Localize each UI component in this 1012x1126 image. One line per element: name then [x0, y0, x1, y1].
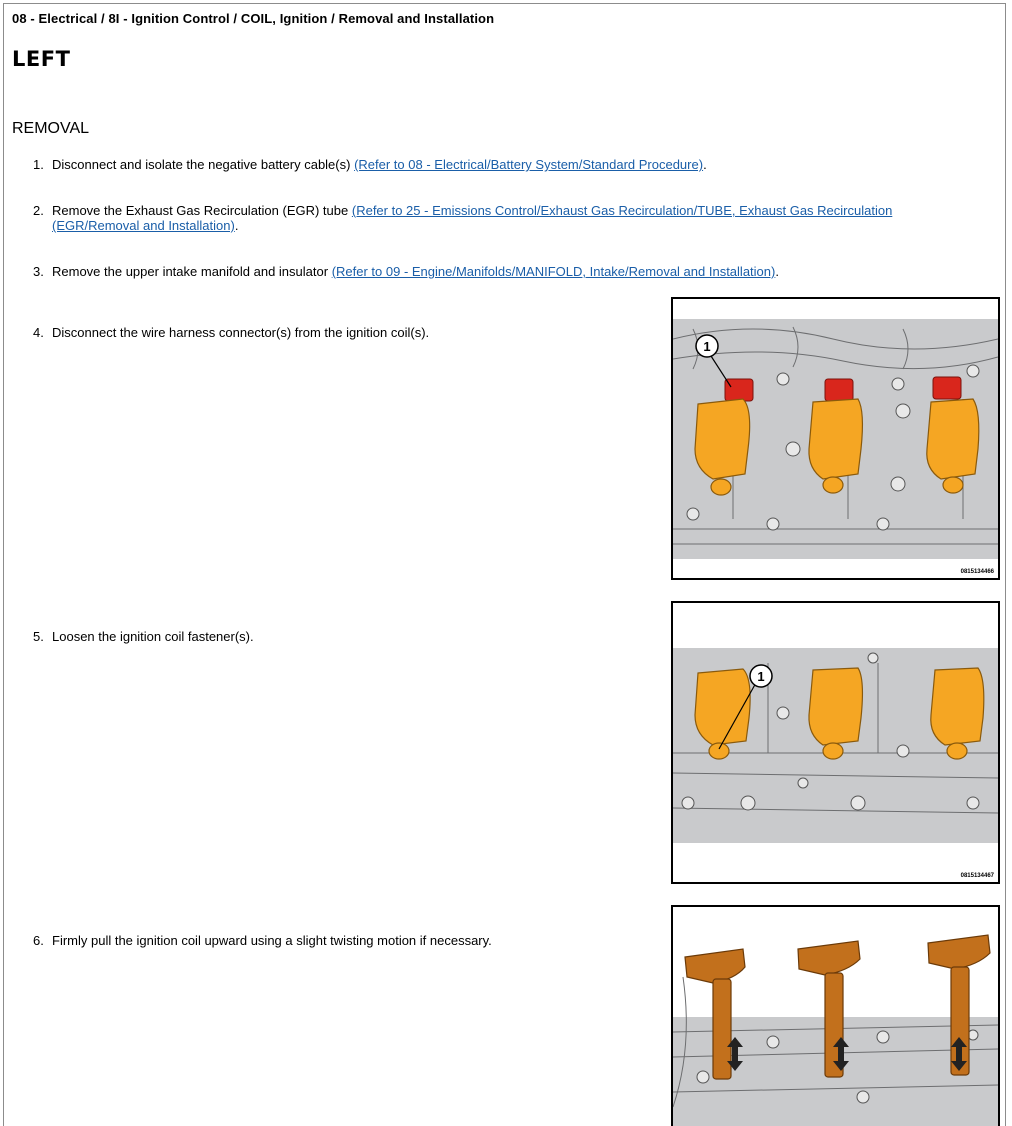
ref-link-egr[interactable]: (Refer to 25 - Emissions Control/Exhaust Gas Recirculation/TUBE, Exhaust Gas Recirculation	[351, 203, 893, 218]
figure-coil-connectors	[671, 297, 1000, 580]
figure-id: 0815134467	[960, 873, 994, 879]
step-number: 1.	[33, 157, 44, 172]
step-text: Loosen the ignition coil fastener(s).	[52, 629, 254, 644]
step-1	[33, 157, 707, 172]
callout-label: 1	[703, 339, 711, 354]
callout-label: 1	[757, 669, 765, 684]
step-number: 6.	[33, 933, 44, 948]
section-title: REMOVAL	[12, 120, 90, 137]
engine-illustration	[673, 603, 998, 882]
step-4	[33, 325, 429, 340]
step-2	[33, 203, 892, 233]
step-number: 2.	[33, 203, 44, 218]
figure-id: 0815134466	[960, 569, 994, 575]
ref-link-egr-cont[interactable]: (EGR/Removal and Installation)	[52, 218, 235, 233]
step-6	[33, 933, 492, 948]
side-title: LEFT	[12, 47, 71, 71]
step-5	[33, 629, 254, 644]
step-number: 4.	[33, 325, 44, 340]
step-suffix: .	[775, 264, 779, 279]
step-suffix: .	[703, 157, 707, 172]
step-text: Disconnect the wire harness connector(s) from the ignition coil(s).	[52, 325, 430, 340]
figure-coil-fasteners	[671, 601, 1000, 884]
ref-link-intake[interactable]: (Refer to 09 - Engine/Manifolds/MANIFOLD, Intake/Removal and Installation)	[331, 264, 776, 279]
breadcrumb: 08 - Electrical / 8I - Ignition Control / COIL, Ignition / Removal and Installation	[12, 11, 495, 26]
step-text: Disconnect and isolate the negative battery cable(s)	[52, 157, 351, 172]
step-suffix: .	[234, 218, 239, 233]
step-text: Remove the upper intake manifold and insulator	[52, 264, 329, 279]
step-number: 3.	[33, 264, 44, 279]
engine-illustration	[673, 299, 998, 578]
step-number: 5.	[33, 629, 44, 644]
step-text: Firmly pull the ignition coil upward using a slight twisting motion if necessary.	[52, 933, 492, 948]
figure-coil-removal	[671, 905, 1000, 1126]
ref-link-battery[interactable]: (Refer to 08 - Electrical/Battery System/Standard Procedure)	[354, 157, 704, 172]
engine-illustration	[673, 907, 998, 1126]
step-3	[33, 264, 779, 279]
step-text: Remove the Exhaust Gas Recirculation (EGR) tube	[52, 203, 349, 218]
